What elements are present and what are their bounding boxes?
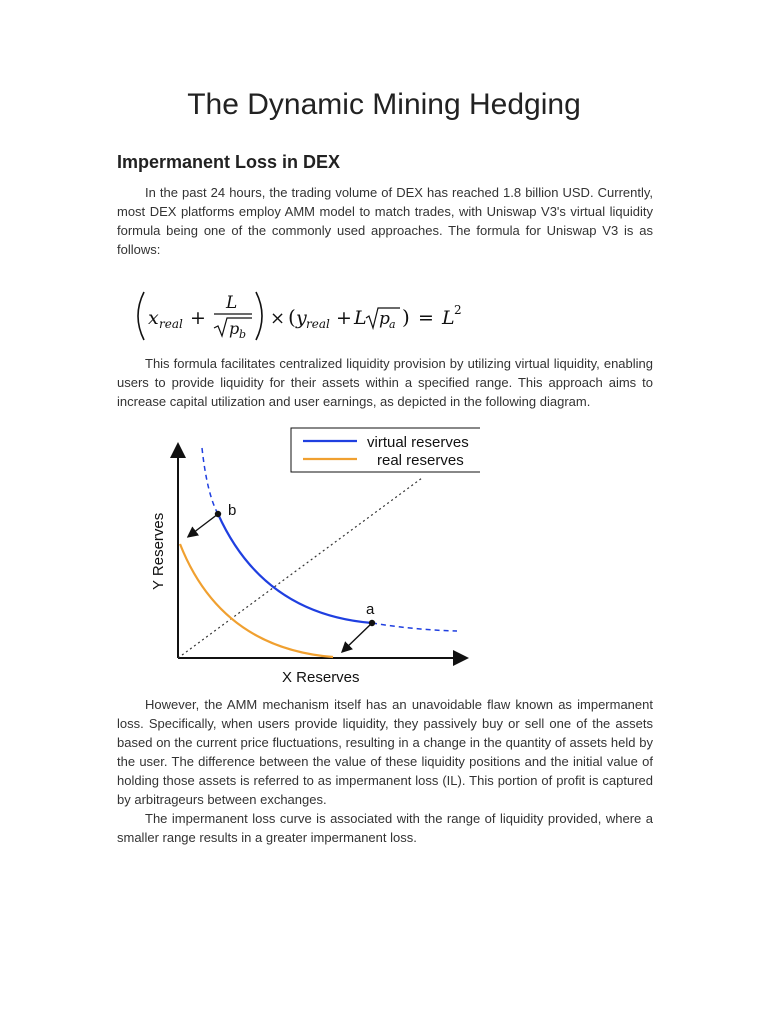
virtual-curve-extension-bottom — [372, 623, 457, 631]
formula-y: y — [296, 307, 307, 329]
formula-pb: p — [229, 319, 240, 338]
paragraph-virtual-liquidity: This formula facilitates centralized liquidity provision by utilizing virtual liquidity, enabling users to provide liquidity for their assets within a specified range. This approach aims to increase capital utilization and user earnings, as depicted in the following diagram. — [117, 356, 653, 409]
formula-x: x — [148, 307, 159, 329]
paragraph-intro: In the past 24 hours, the trading volume of DEX has reached 1.8 billion USD. Currently, most DEX platforms employ AMM model to match trades, with Uniswap V3's virtual liquidity formula being one of the commonly used approaches. The formula for Uniswap V3 is as follows: — [117, 185, 653, 257]
formula-plus-1: + — [190, 307, 206, 329]
arrow-b-to-real — [189, 514, 218, 536]
point-b-label: b — [228, 502, 237, 519]
document-title: The Dynamic Mining Hedging — [187, 88, 581, 121]
formula-y-sub: real — [306, 317, 330, 331]
formula-equals: = — [418, 307, 434, 329]
formula-paren-open: ( — [288, 305, 296, 329]
uniswap-v3-formula — [130, 288, 470, 344]
virtual-reserves-curve — [218, 514, 372, 623]
formula-paren-close: ) — [402, 305, 410, 329]
legend-real-label: real reserves — [377, 452, 464, 469]
reserves-diagram — [145, 414, 480, 690]
formula-x-sub: real — [159, 317, 183, 331]
paragraph-impermanent-loss: However, the AMM mechanism itself has an unavoidable flaw known as impermanent loss. Specifically, when users provide liquidity, they passively buy or sell one of the assets based on the current price fluctuations, resulting in a change in the quantity of assets held by the user. The difference between the value of these liquidity positions and the initial value of holding those assets is referred to as impermanent loss (IL). This portion of profit is captured by arbitrageurs between exchanges. — [117, 697, 653, 807]
formula-left-paren — [138, 292, 144, 340]
formula-L-squared: L — [442, 307, 455, 329]
formula-L-2: L — [354, 307, 367, 329]
formula-exponent: 2 — [454, 303, 462, 317]
formula-L-numerator: L — [226, 293, 238, 313]
paragraph-il-curve: The impermanent loss curve is associated with the range of liquidity provided, where a smaller range results in a greater impermanent loss. — [117, 811, 653, 845]
section-heading: Impermanent Loss in DEX — [117, 152, 341, 172]
virtual-curve-extension-top — [202, 448, 218, 514]
formula-pb-sub: b — [239, 328, 247, 341]
formula-plus-2: + — [336, 307, 352, 329]
arrow-a-to-real — [343, 623, 372, 651]
legend-virtual-label: virtual reserves — [367, 434, 469, 451]
formula-pa-sub: a — [389, 318, 396, 331]
formula-times: × — [270, 308, 286, 329]
point-a-label: a — [366, 601, 375, 618]
y-axis-label: Y Reserves — [150, 512, 167, 590]
formula-right-paren — [256, 292, 262, 340]
x-axis-label: X Reserves — [282, 669, 360, 686]
formula-pa: p — [379, 309, 390, 329]
